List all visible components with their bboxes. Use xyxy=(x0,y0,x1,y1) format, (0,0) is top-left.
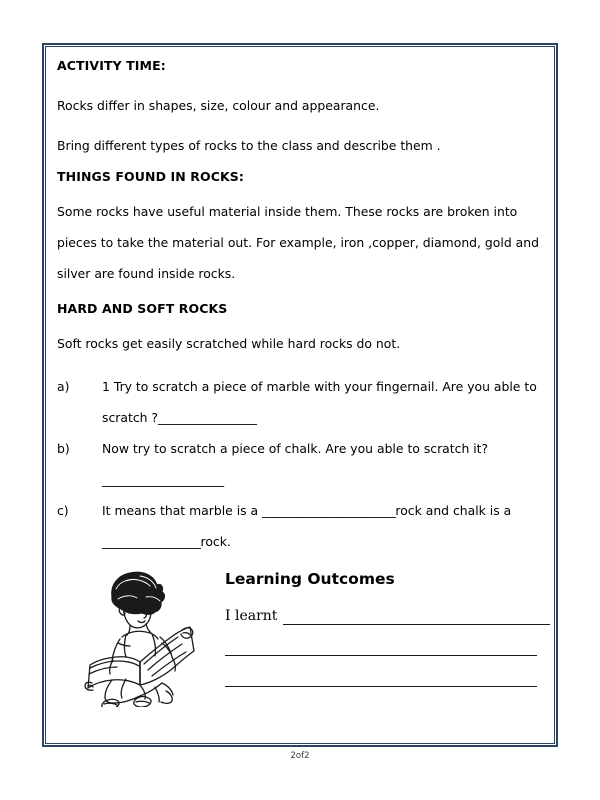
question-a-prompt: 1 Try to scratch a piece of marble with your fingernail. Are you able to scratch ? xyxy=(102,379,537,425)
footer-page-indicator: 2of2 xyxy=(290,751,310,761)
paragraph-useful-material: Some rocks have useful material inside them. These rocks are broken into pieces to take the material out. For example, iron ,copper, diamond, gold and silver are found inside rocks. xyxy=(57,204,539,281)
question-item-b xyxy=(57,433,540,495)
learning-outcomes-blank-3[interactable] xyxy=(225,672,537,687)
page-border-inner xyxy=(45,46,555,744)
question-text-c xyxy=(102,495,540,557)
question-c-blank-2[interactable]: _________________ xyxy=(102,534,201,549)
document-content xyxy=(46,47,554,743)
question-b-blank[interactable]: _____________________ xyxy=(102,472,224,487)
heading-activity-time: ACTIVITY TIME: xyxy=(57,58,166,73)
page-border xyxy=(42,43,558,747)
learning-outcomes-blank-2[interactable] xyxy=(225,641,537,656)
question-c-blank-1[interactable]: _______________________ xyxy=(262,503,396,518)
question-item-a xyxy=(57,371,540,433)
paragraph-rocks-differ: Rocks differ in shapes, size, colour and appearance. xyxy=(57,98,380,113)
paragraph-bring-rocks: Bring different types of rocks to the class and describe them . xyxy=(57,138,441,153)
heading-hard-and-soft-rocks: HARD AND SOFT ROCKS xyxy=(57,301,228,316)
question-marker-c: c) xyxy=(57,503,69,518)
question-c-text-middle: rock and chalk is a xyxy=(395,503,512,518)
paragraph-soft-rocks: Soft rocks get easily scratched while hard rocks do not. xyxy=(57,336,401,351)
question-a-blank[interactable]: _________________ xyxy=(158,410,257,425)
learning-outcomes-label: I learnt xyxy=(225,608,278,624)
learning-outcomes-title: Learning Outcomes xyxy=(225,570,395,588)
learning-outcomes-box xyxy=(225,569,550,687)
learning-outcomes-blank-1[interactable] xyxy=(283,610,550,625)
question-marker-a: a) xyxy=(57,379,70,394)
question-b-prompt: Now try to scratch a piece of chalk. Are you able to scratch it? xyxy=(102,441,489,456)
learning-outcomes-section xyxy=(57,567,540,717)
question-text-a xyxy=(102,371,540,433)
question-c-text-after: rock. xyxy=(200,534,231,549)
question-text-b xyxy=(102,433,540,495)
question-marker-b: b) xyxy=(57,441,70,456)
question-item-c xyxy=(57,495,540,557)
child-reading-book-icon xyxy=(82,567,202,707)
question-c-text-before: It means that marble is a xyxy=(102,503,263,518)
heading-things-found-in-rocks: THINGS FOUND IN ROCKS: xyxy=(57,169,244,184)
learning-outcomes-line-1 xyxy=(225,595,550,625)
